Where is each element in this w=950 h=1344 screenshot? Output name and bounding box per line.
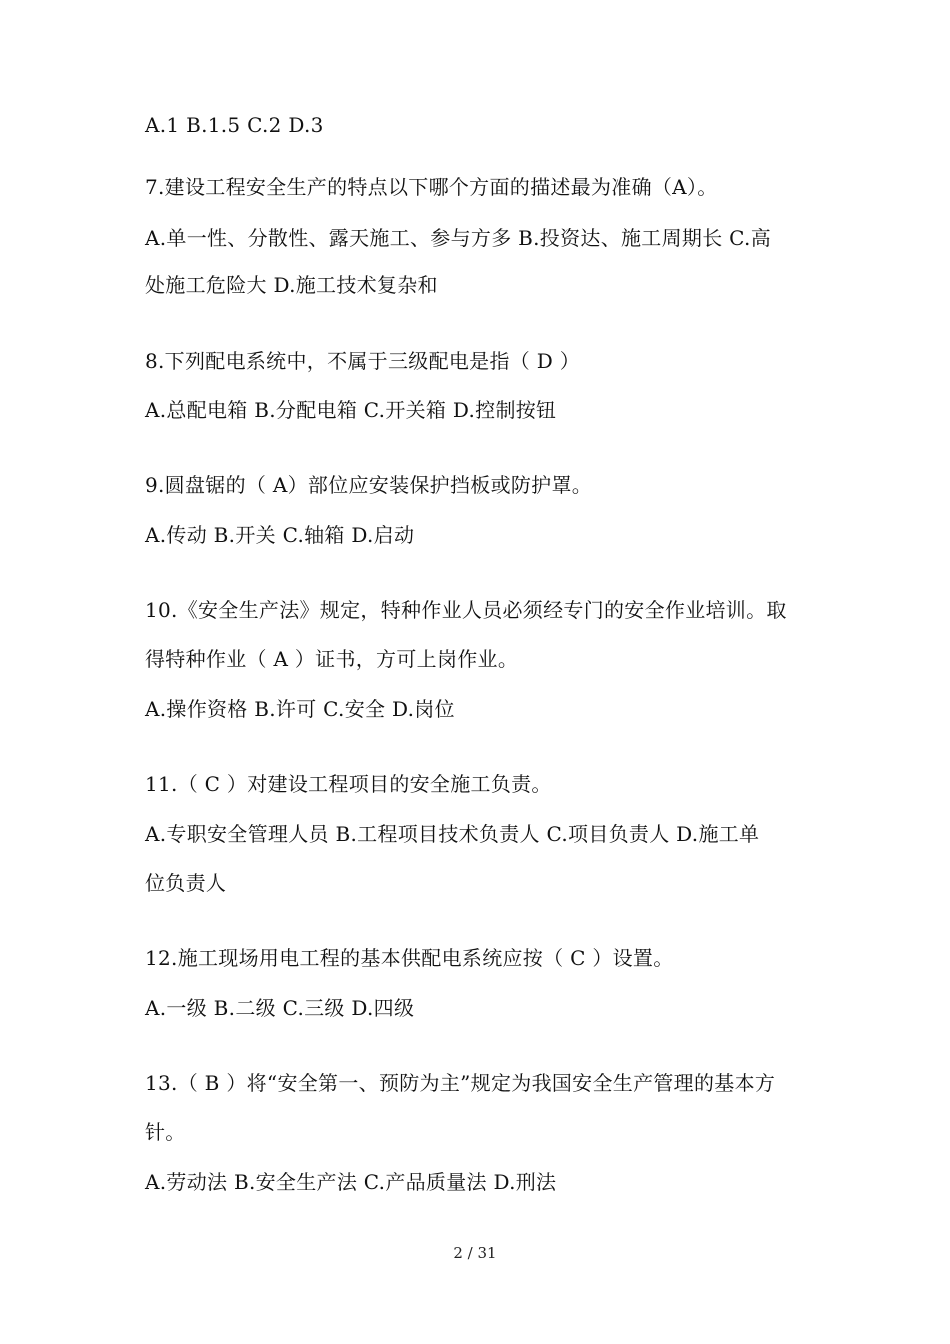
answer-options-q8: A.总配电箱 B.分配电箱 C.开关箱 D.控制按钮 (145, 398, 557, 422)
answer-options-q10: A.操作资格 B.许可 C.安全 D.岗位 (145, 697, 455, 721)
question-7: 7.建设工程安全生产的特点以下哪个方面的描述最为准确（A）。 (145, 175, 718, 199)
question-13-line1: 13.（ B ）将“安全第一、预防为主”规定为我国安全生产管理的基本方 (145, 1071, 776, 1095)
answer-options-q6: A.1 B.1.5 C.2 D.3 (145, 113, 324, 137)
question-12: 12.施工现场用电工程的基本供配电系统应按（ C ）设置。 (145, 946, 674, 970)
question-10-line2: 得特种作业（ A ）证书，方可上岗作业。 (145, 647, 519, 671)
answer-options-q11-line1: A.专职安全管理人员 B.工程项目技术负责人 C.项目负责人 D.施工单 (145, 822, 760, 846)
question-9: 9.圆盘锯的（ A）部位应安装保护挡板或防护罩。 (145, 473, 593, 497)
answer-options-q9: A.传动 B.开关 C.轴箱 D.启动 (145, 523, 415, 547)
answer-options-q11-line2: 位负责人 (145, 871, 227, 895)
question-13-line2: 针。 (145, 1120, 186, 1144)
answer-options-q12: A.一级 B.二级 C.三级 D.四级 (145, 996, 415, 1020)
answer-options-q13: A.劳动法 B.安全生产法 C.产品质量法 D.刑法 (145, 1170, 557, 1194)
answer-options-q7-line1: A.单一性、分散性、露天施工、参与方多 B.投资达、施工周期长 C.高 (145, 226, 772, 250)
question-11: 11.（ C ）对建设工程项目的安全施工负责。 (145, 772, 552, 796)
question-8: 8.下列配电系统中，不属于三级配电是指（ D ） (145, 349, 581, 373)
question-10-line1: 10.《安全生产法》规定，特种作业人员必须经专门的安全作业培训。取 (145, 598, 787, 622)
page-number: 2 / 31 (453, 1244, 497, 1262)
answer-options-q7-line2: 处施工危险大 D.施工技术复杂和 (145, 273, 438, 297)
